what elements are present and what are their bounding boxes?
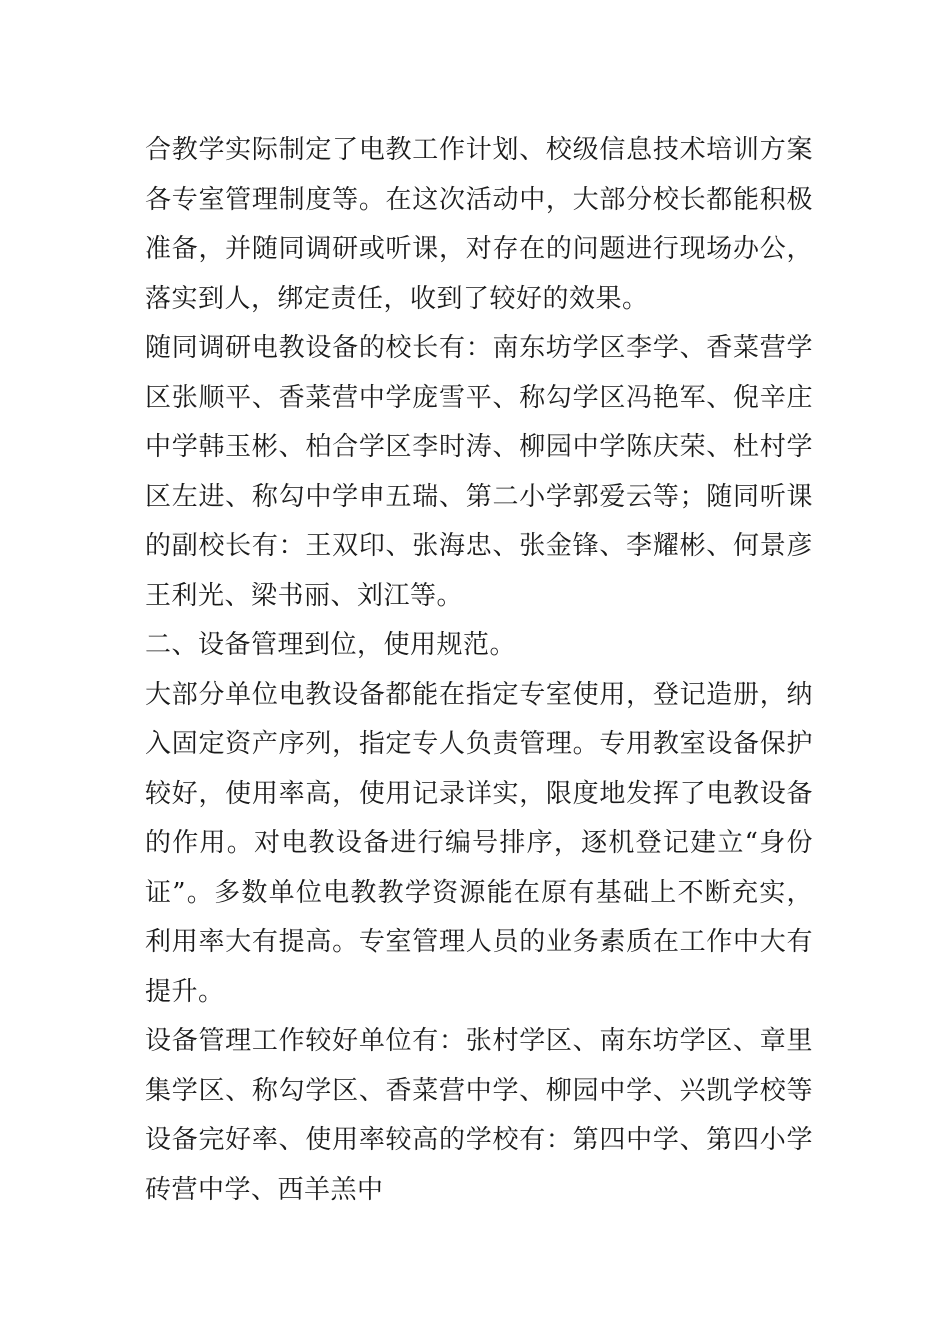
text-line: 证”。多数单位电教教学资源能在原有基础上不断充实， [145,877,813,908]
text-line: 集学区、称勾学区、香菜营中学、柳园中学、兴凯学校等 [145,1075,813,1106]
text-line: 二、设备管理到位，使用规范。 [145,630,517,660]
text-line: 随同调研电教设备的校长有：南东坊学区李学、香菜营学 [145,333,813,363]
text-line: 提升。 [145,976,225,1007]
text-line: 利用率大有提高。专室管理人员的业务素质在工作中大有 [145,927,813,957]
text-line: 王利光、梁书丽、刘江等。 [145,580,464,611]
text-line: 区左进、称勾中学申五瑞、第二小学郭爱云等；随同听课 [145,481,813,512]
text-line: 合教学实际制定了电教工作计划、校级信息技术培训方案 [145,135,813,165]
text-line: 砖营中学、西羊羔中 [145,1174,384,1205]
text-line: 中学韩玉彬、柏合学区李时涛、柳园中学陈庆荣、杜村学 [145,432,813,462]
text-line: 区张顺平、香菜营中学庞雪平、称勾学区冯艳军、倪辛庄 [145,382,813,413]
text-line: 落实到人，绑定责任，收到了较好的效果。 [145,283,649,314]
text-line: 的作用。对电教设备进行编号排序，逐机登记建立“身份 [145,828,813,858]
text-line: 较好，使用率高，使用记录详实，限度地发挥了电教设备 [145,778,813,809]
text-line: 入固定资产序列，指定专人负责管理。专用教室设备保护 [145,729,813,759]
document-body [145,126,813,1215]
text-line: 设备管理工作较好单位有：张村学区、南东坊学区、章里 [145,1026,813,1056]
text-line: 设备完好率、使用率较高的学校有：第四中学、第四小学 [145,1125,813,1155]
text-line: 的副校长有：王双印、张海忠、张金锋、李耀彬、何景彦 [145,531,813,561]
text-line: 大部分单位电教设备都能在指定专室使用，登记造册，纳 [145,679,813,710]
text-line: 各专室管理制度等。在这次活动中，大部分校长都能积极 [145,184,813,215]
text-line: 准备，并随同调研或听课，对存在的问题进行现场办公， [145,234,813,264]
